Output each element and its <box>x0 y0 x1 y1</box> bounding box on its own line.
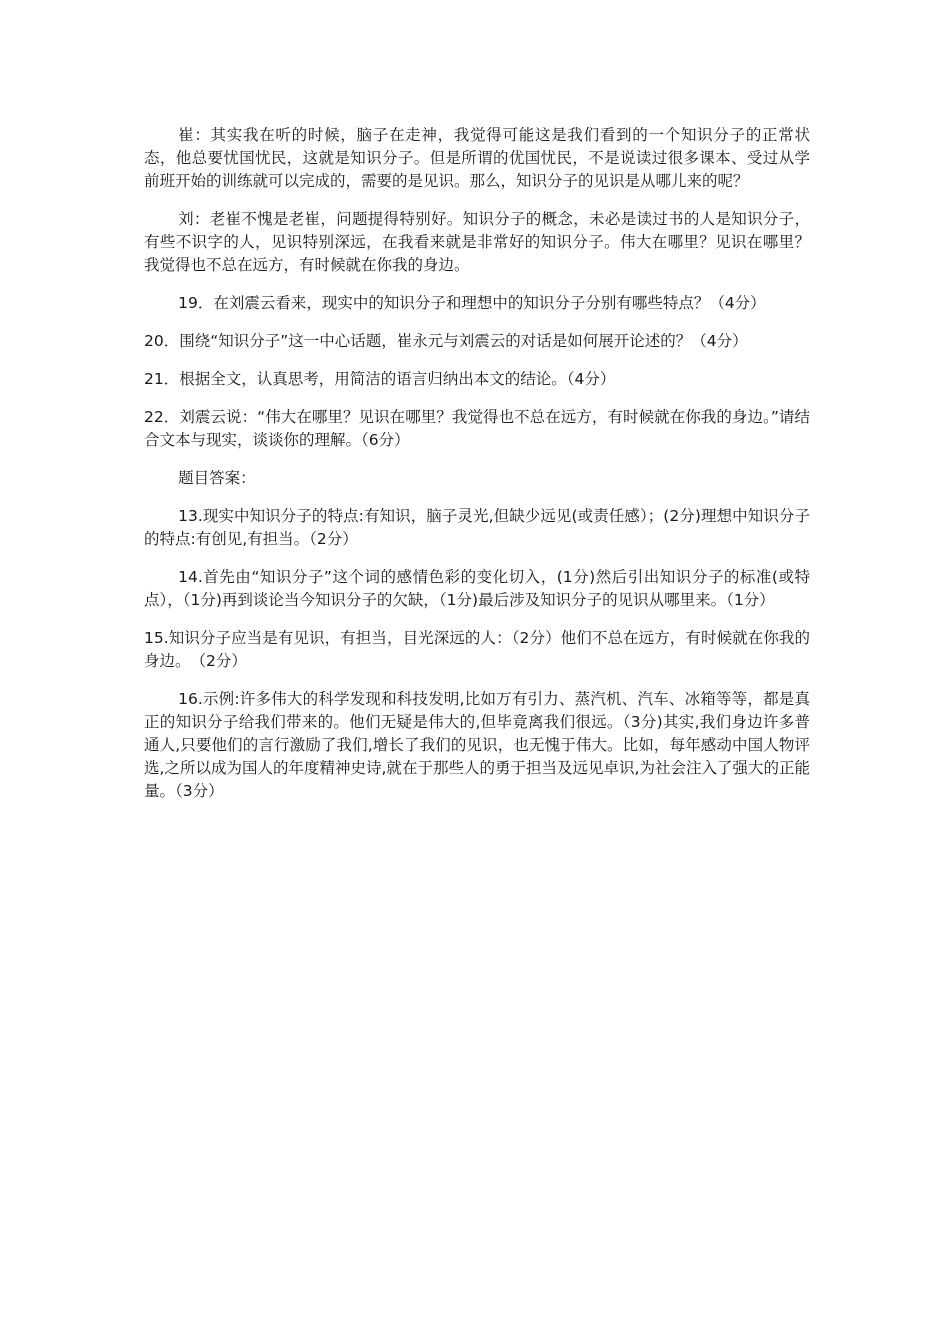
question-22: 22．刘震云说：“伟大在哪里？见识在哪里？我觉得也不总在远方，有时候就在你我的身边。”请结合文本与现实，谈谈你的理解。（6分） <box>144 408 810 449</box>
answer-13: 13.现实中知识分子的特点:有知识，脑子灵光,但缺少远见(或责任感）；(2分)理想中知识分子的特点:有创见,有担当。（2分） <box>144 507 810 548</box>
question-21: 21．根据全文，认真思考，用简洁的语言归纳出本文的结论。（4分） <box>144 370 616 388</box>
answers-heading: 题目答案： <box>178 469 256 487</box>
document-body <box>144 124 810 818</box>
dialogue-paragraph-cui: 崔：其实我在听的时候，脑子在走神，我觉得可能这是我们看到的一个知识分子的正常状态，他总要忧国忧民，这就是知识分子。但是所谓的优国忧民，不是说读过很多课本、受过从学前班开始的训练就可以完成的，需要的是见识。那么，知识分子的见识是从哪儿来的呢？ <box>144 126 810 190</box>
question-20: 20．围绕“知识分子”这一中心话题，崔永元与刘震云的对话是如何展开论述的？（4分） <box>144 332 748 350</box>
dialogue-paragraph-liu: 刘：老崔不愧是老崔，问题提得特别好。知识分子的概念，未必是读过书的人是知识分子，有些不识字的人，见识特别深远，在我看来就是非常好的知识分子。伟大在哪里？见识在哪里？我觉得也不总在远方，有时候就在你我的身边。 <box>144 210 810 274</box>
answer-16: 16.示例:许多伟大的科学发现和科技发明,比如万有引力、蒸汽机、汽车、冰箱等等，都是真正的知识分子给我们带来的。他们无疑是伟大的,但毕竟离我们很远。（3分)其实,我们身边许多普通人,只要他们的言行激励了我们,增长了我们的见识，也无愧于伟大。比如，每年感动中国人物评选,之所以成为国人的年度精神史诗,就在于那些人的勇于担当及远见卓识,为社会注入了强大的正能量。（3分） <box>144 690 810 800</box>
answer-15: 15.知识分子应当是有见识，有担当，目光深远的人：（2分）他们不总在远方，有时候就在你我的身边。 （2分） <box>144 629 810 670</box>
question-19: 19．在刘震云看来，现实中的知识分子和理想中的知识分子分别有哪些特点？（4分） <box>178 294 766 312</box>
answer-14: 14.首先由“知识分子”这个词的感情色彩的变化切入，(1分)然后引出知识分子的标准(或特点），（1分)再到谈论当今知识分子的欠缺，（1分)最后涉及知识分子的见识从哪里来。（1分） <box>144 568 810 609</box>
